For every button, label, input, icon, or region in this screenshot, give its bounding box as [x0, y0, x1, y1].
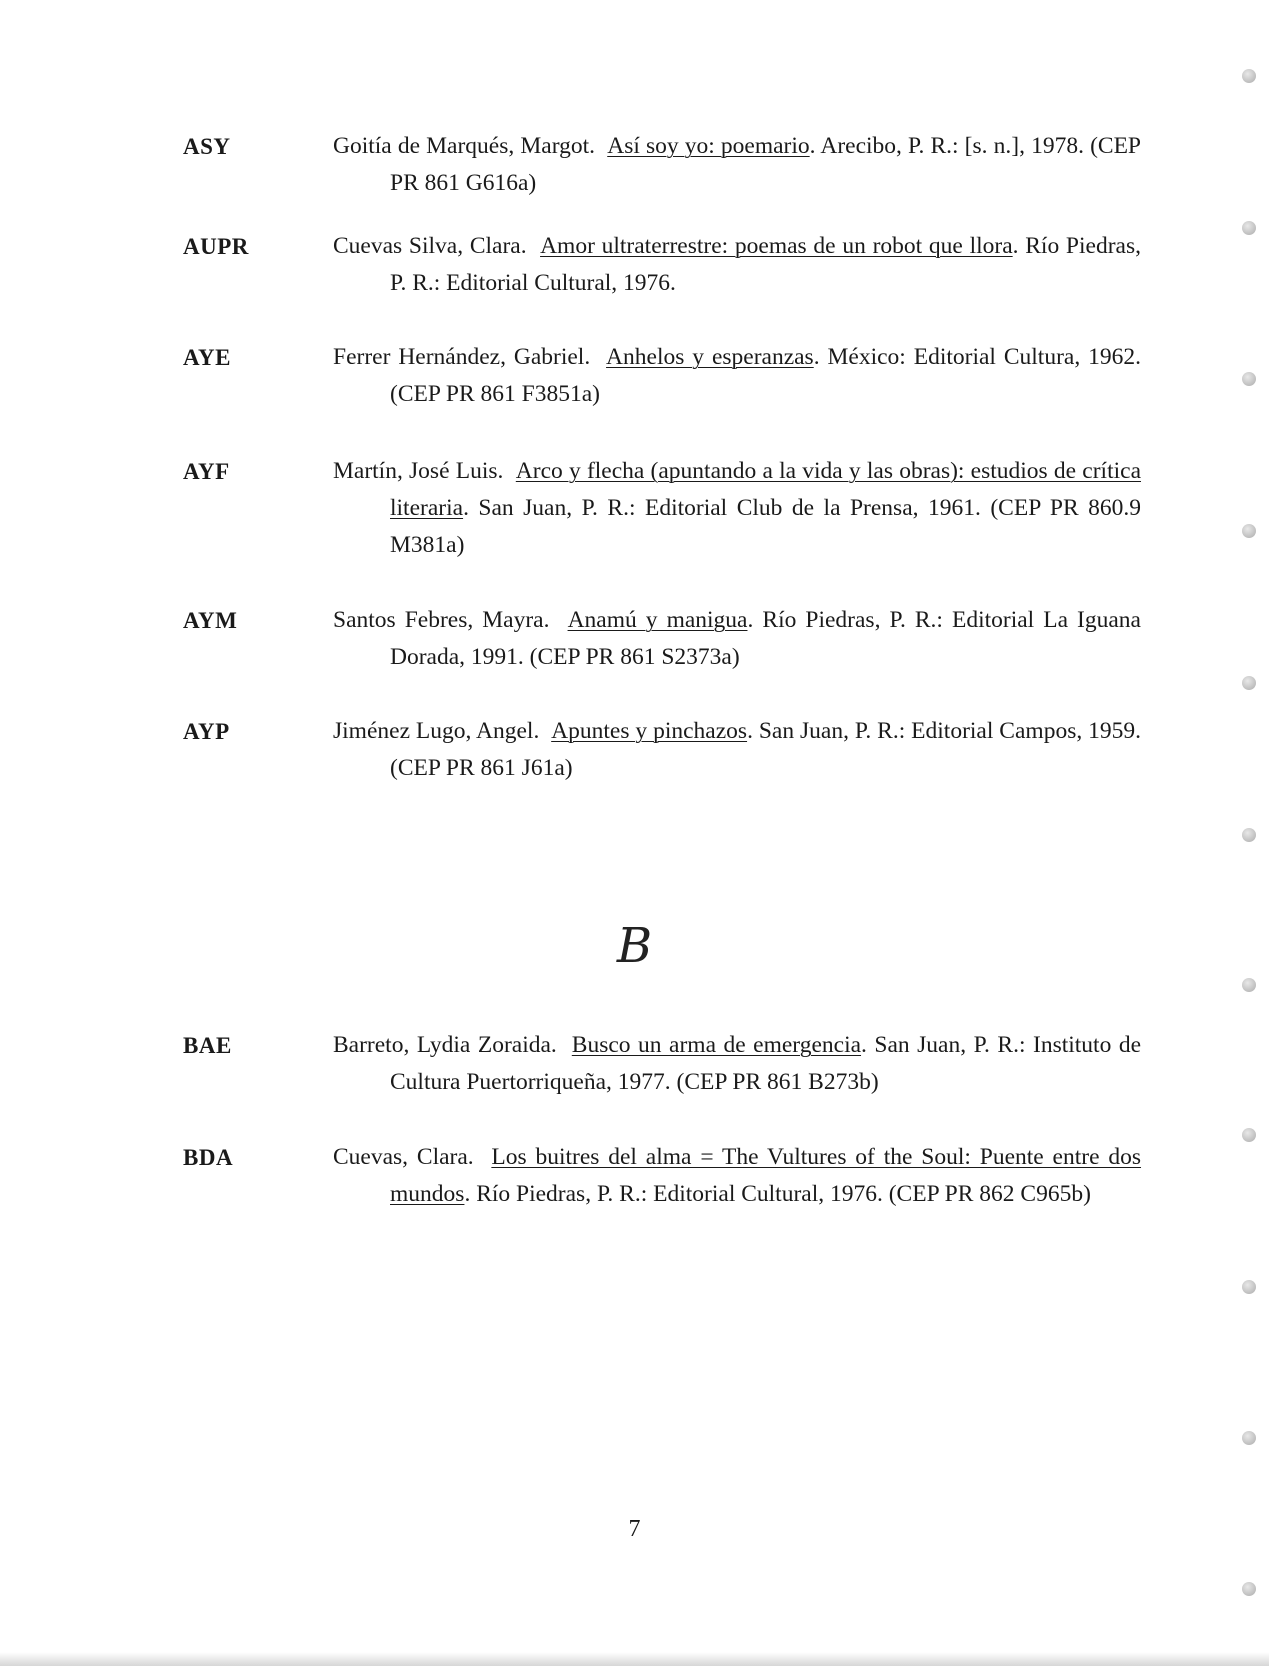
- punch-hole: [1242, 828, 1256, 842]
- entry-citation: [333, 713, 1141, 787]
- page-number: 7: [628, 1516, 641, 1542]
- entry-publication: . San Juan, P. R.: Instituto de Cultura Puertorriqueña, 1977. (CEP PR 861 B273b): [390, 1032, 1142, 1095]
- entry-author: Goitía de Marqués, Margot.: [333, 133, 595, 159]
- entry-publication: . Río Piedras, P. R.: Editorial Cultural, 1976.: [390, 233, 1141, 296]
- entry-citation: [333, 128, 1141, 202]
- entry-code: AYF: [183, 459, 230, 484]
- entry-publication: . Río Piedras, P. R.: Editorial La Iguana Dorada, 1991. (CEP PR 861 S2373a): [390, 607, 1141, 670]
- punch-hole: [1242, 1431, 1256, 1445]
- entry-title: Busco un arma de emergencia: [571, 1032, 862, 1058]
- punch-hole: [1242, 1280, 1256, 1294]
- punch-hole: [1242, 1582, 1256, 1596]
- entry-title: Amor ultraterrestre: poemas de un robot que llora: [540, 233, 1013, 259]
- entry-citation: [333, 228, 1141, 302]
- page-bottom-edge: [0, 1652, 1269, 1666]
- entry-title: Apuntes y pinchazos: [551, 718, 748, 744]
- entry-author: Cuevas, Clara.: [333, 1144, 474, 1170]
- entry-title: Anhelos y esperanzas: [606, 344, 814, 370]
- entry-author: Martín, José Luis.: [333, 458, 504, 484]
- punch-hole: [1242, 524, 1256, 538]
- punch-hole: [1242, 372, 1256, 386]
- entry-code: AUPR: [183, 234, 249, 259]
- entry-author: Jiménez Lugo, Angel.: [333, 718, 540, 744]
- entry-publication: . San Juan, P. R.: Editorial Club de la Prensa, 1961. (CEP PR 860.9 M381a): [390, 495, 1141, 558]
- section-letter-heading: B: [616, 918, 653, 974]
- entry-citation: [333, 1139, 1141, 1213]
- entry-publication: . México: Editorial Cultura, 1962. (CEP PR 861 F3851a): [390, 344, 1142, 407]
- entry-author: Cuevas Silva, Clara.: [333, 233, 527, 259]
- entry-publication: . San Juan, P. R.: Editorial Campos, 1959. (CEP PR 861 J61a): [390, 718, 1142, 781]
- punch-hole: [1242, 221, 1256, 235]
- punch-hole: [1242, 69, 1256, 83]
- entry-citation: [333, 453, 1141, 564]
- entry-publication: . Río Piedras, P. R.: Editorial Cultural, 1976. (CEP PR 862 C965b): [464, 1181, 1091, 1207]
- entry-code: AYE: [183, 345, 231, 370]
- entry-code: AYP: [183, 719, 230, 744]
- entry-title: Anamú y manigua: [567, 607, 748, 633]
- entry-title: Arco y flecha (apuntando a la vida y las obras): estudios de crítica literaria: [390, 458, 1141, 521]
- entry-code: BDA: [183, 1145, 234, 1170]
- punch-hole: [1242, 1128, 1256, 1142]
- entry-title: Los buitres del alma = The Vultures of the Soul: Puente entre dos mundos: [390, 1144, 1142, 1207]
- entry-citation: [333, 1027, 1141, 1101]
- entry-code: ASY: [183, 134, 231, 159]
- entry-citation: [333, 339, 1141, 413]
- entry-author: Santos Febres, Mayra.: [333, 607, 550, 633]
- entry-title: Así soy yo: poemario: [607, 133, 810, 159]
- entry-code: AYM: [183, 608, 238, 633]
- entry-code: BAE: [183, 1033, 232, 1058]
- entry-citation: [333, 602, 1141, 676]
- entry-author: Ferrer Hernández, Gabriel.: [333, 344, 591, 370]
- entry-publication: . Arecibo, P. R.: [s. n.], 1978. (CEP PR 861 G616a): [390, 133, 1141, 196]
- entry-author: Barreto, Lydia Zoraida.: [333, 1032, 557, 1058]
- punch-hole: [1242, 978, 1256, 992]
- punch-hole: [1242, 676, 1256, 690]
